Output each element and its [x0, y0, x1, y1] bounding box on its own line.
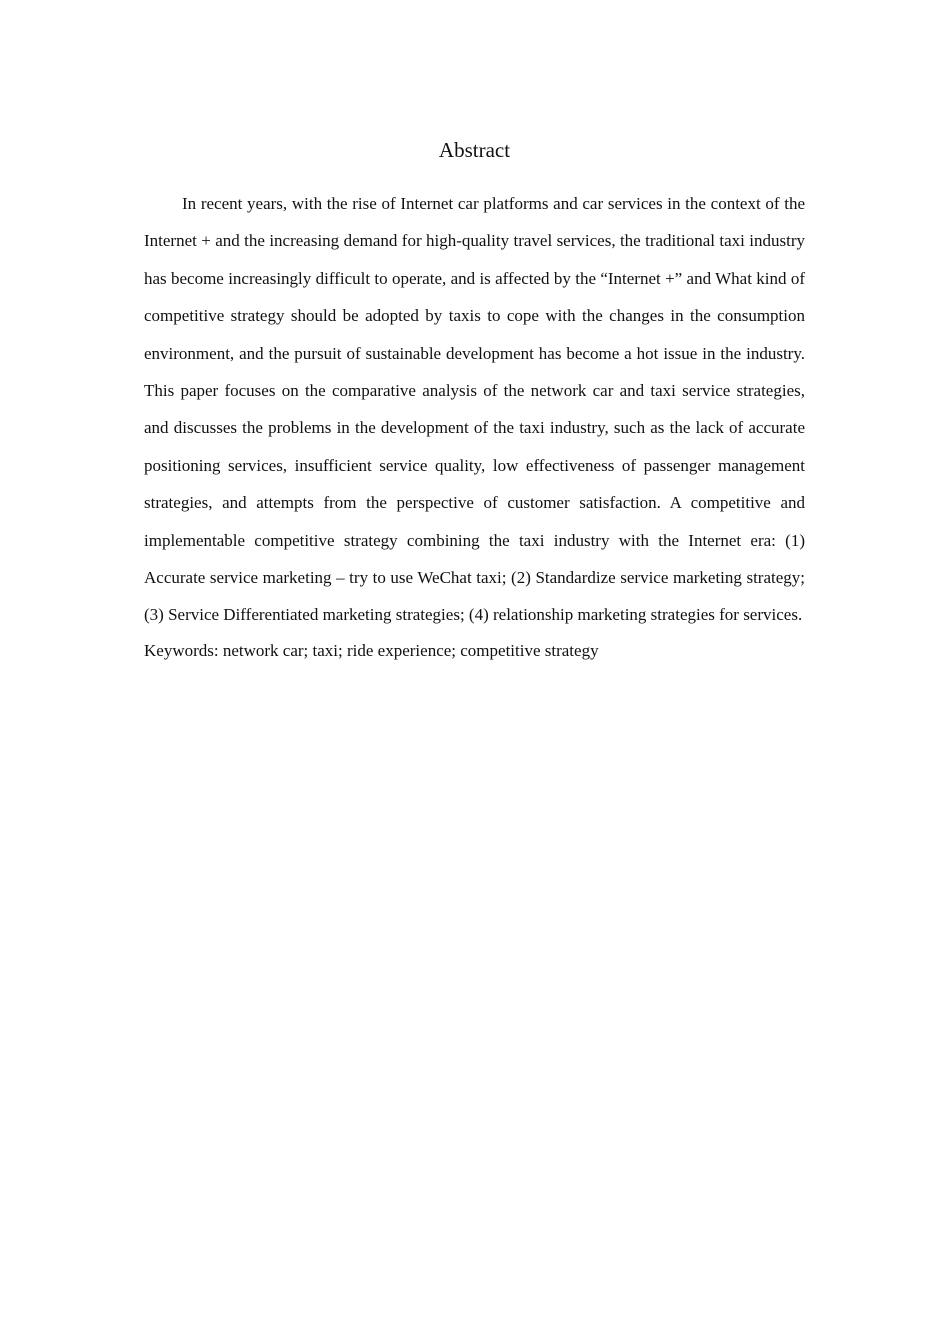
abstract-body: In recent years, with the rise of Internet car platforms and car services in the context of the Internet + and the increasing demand for high-quality travel services, the traditional taxi industry has become increasingly difficult to operate, and is affected by the “Internet +” and What kind of competitive strategy should be adopted by taxis to cope with the changes in the consumption environment, and the pursuit of sustainable development has become a hot issue in the industry. This paper focuses on the comparative analysis of the network car and taxi service strategies, and discusses the problems in the development of the taxi industry, such as the lack of accurate positioning services, insufficient service quality, low effectiveness of passenger management strategies, and attempts from the perspective of customer satisfaction. A competitive and implementable competitive strategy combining the taxi industry with the Internet era: (1) Accurate service marketing – try to use WeChat taxi; (2) Standardize service marketing strategy; (3) Service Differentiated marketing strategies; (4) relationship marketing strategies for services.: [144, 194, 805, 625]
abstract-title: Abstract: [438, 138, 511, 162]
keywords-line: Keywords: network car; taxi; ride experience; competitive strategy: [144, 640, 599, 660]
abstract-section: [144, 134, 805, 668]
